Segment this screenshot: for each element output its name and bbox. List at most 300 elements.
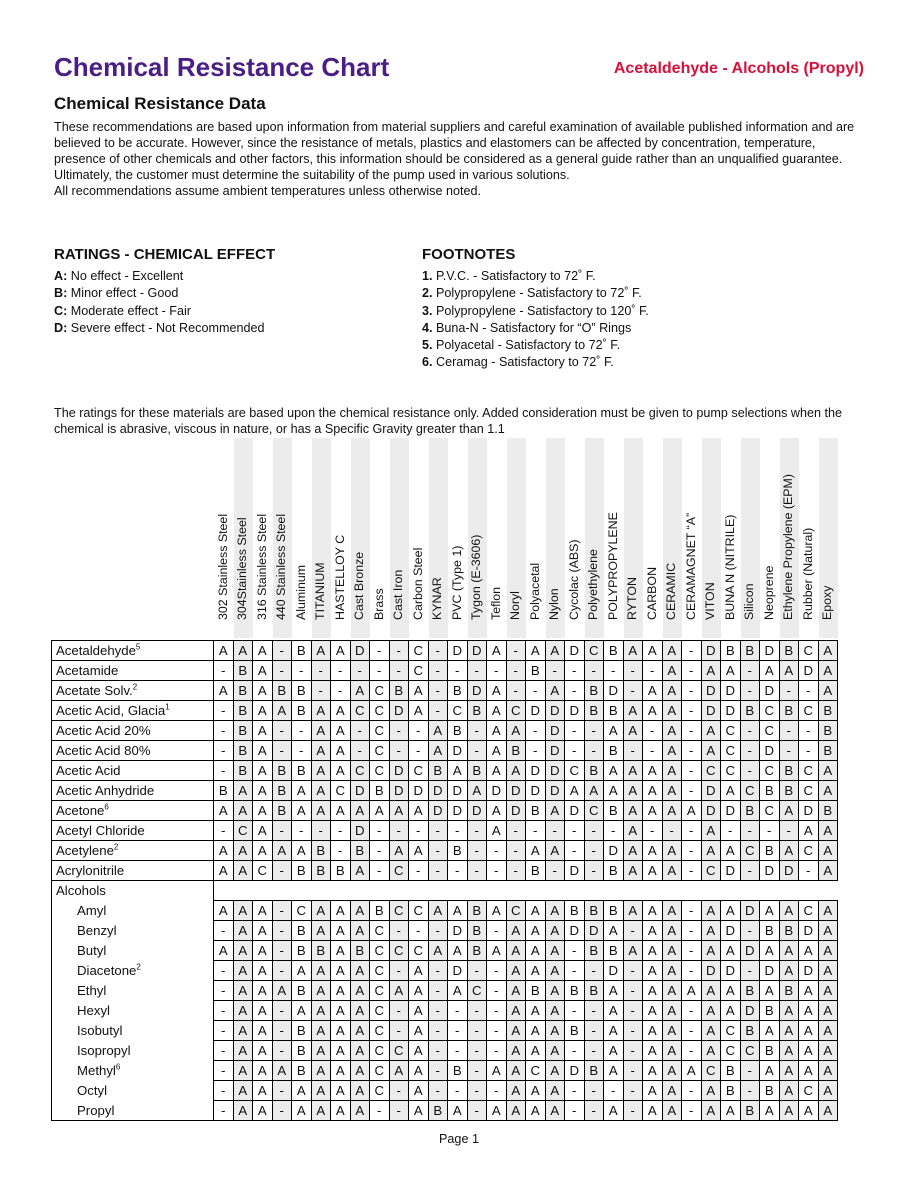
group-blank [214, 881, 838, 901]
rating-cell: B [292, 681, 312, 701]
rating-cell: C [701, 861, 721, 881]
rating-cell: A [760, 1101, 780, 1121]
rating-cell: A [604, 781, 624, 801]
rating-cell: C [370, 961, 390, 981]
intro-paragraph: These recommendations are based upon information from material suppliers and careful examination of available published information and are believed to be accurate. However, since the resistance of metals, plastics and elastomers can be affected by concentration, temperature, presence of other chemicals and other factors, this information should be considered as a general guide rather than an unqualified guarantee. Ultimately, the customer must determine the suitability of the pump used in various solutions. [54, 120, 855, 182]
rating-cell: - [448, 1081, 468, 1101]
rating-cell: A [448, 761, 468, 781]
rating-cell: A [253, 841, 273, 861]
footnote-ref: 6 [104, 802, 109, 812]
rating-cell: - [467, 861, 487, 881]
rating-cell: A [506, 961, 526, 981]
rating-cell: C [467, 981, 487, 1001]
table-row [52, 961, 838, 981]
rating-cell: D [760, 861, 780, 881]
rating-cell: A [487, 721, 507, 741]
rating-cell: - [214, 921, 234, 941]
rating-cell: - [331, 681, 351, 701]
rating-cell: A [214, 641, 234, 661]
rating-cell: B [740, 1021, 760, 1041]
rating-cell: A [233, 941, 253, 961]
rating-cell: A [253, 921, 273, 941]
rating-cell: A [526, 641, 546, 661]
rating-cell: - [623, 681, 643, 701]
rating-cell: A [604, 1041, 624, 1061]
chemical-label: Butyl [77, 943, 107, 958]
rating-cell: - [311, 681, 331, 701]
chemical-name [52, 1001, 214, 1021]
rating-cell: A [506, 761, 526, 781]
rating-cell: A [331, 741, 351, 761]
rating-cell: A [779, 901, 799, 921]
rating-cell: - [214, 1101, 234, 1121]
rating-cell: B [584, 901, 604, 921]
rating-cell: - [428, 1001, 448, 1021]
rating-cell: A [623, 781, 643, 801]
rating-cell: A [662, 701, 682, 721]
rating-cell: - [389, 821, 409, 841]
material-label: Polyacetal [527, 562, 542, 620]
material-label: Rubber (Natural) [800, 527, 815, 620]
rating-cell: A [253, 741, 273, 761]
rating-cell: B [779, 641, 799, 661]
rating-cell: A [779, 801, 799, 821]
rating-cell: A [272, 981, 292, 1001]
material-label: 304Stainless Steel [235, 517, 250, 620]
rating-cell: - [545, 861, 565, 881]
rating-cell: A [233, 1041, 253, 1061]
rating-cell: A [818, 661, 838, 681]
rating-cell: C [370, 921, 390, 941]
rating-cell: C [799, 641, 819, 661]
rating-cell: A [818, 641, 838, 661]
material-column-header [663, 438, 683, 638]
chemical-name [52, 1101, 214, 1121]
rating-cell: - [565, 661, 585, 681]
material-label: Tygon (E-3606) [469, 534, 484, 620]
rating-cell: B [721, 641, 741, 661]
rating-cell: A [467, 781, 487, 801]
rating-cell: A [233, 1001, 253, 1021]
rating-cell: A [448, 981, 468, 1001]
rating-cell: B [604, 741, 624, 761]
rating-cell: A [545, 1081, 565, 1101]
rating-cell: A [487, 681, 507, 701]
rating-cell: B [526, 981, 546, 1001]
rating-cell: A [799, 821, 819, 841]
rating-cell: A [662, 741, 682, 761]
chemical-label: Acetamide [56, 663, 119, 678]
chemical-label: Benzyl [77, 923, 117, 938]
rating-cell: A [311, 981, 331, 1001]
rating-cell: A [721, 901, 741, 921]
rating-cell: A [760, 941, 780, 961]
rating-cell: - [467, 721, 487, 741]
table-row [52, 1041, 838, 1061]
rating-cell: - [682, 921, 702, 941]
rating-cell: B [604, 641, 624, 661]
rating-cell: A [643, 1101, 663, 1121]
chemical-name [52, 641, 214, 661]
rating-cell: A [409, 841, 429, 861]
rating-cell: B [467, 761, 487, 781]
footnote-item [422, 320, 842, 337]
rating-cell: - [428, 1021, 448, 1041]
rating-cell: D [565, 1061, 585, 1081]
rating-cell: B [584, 981, 604, 1001]
rating-cell: A [331, 1041, 351, 1061]
rating-cell: A [292, 1001, 312, 1021]
rating-cell: A [662, 841, 682, 861]
rating-cell: A [721, 841, 741, 861]
rating-cell: A [487, 1101, 507, 1121]
rating-cell: A [643, 981, 663, 1001]
rating-cell: - [389, 1001, 409, 1021]
chemical-name [52, 981, 214, 1001]
rating-cell: A [662, 1041, 682, 1061]
rating-cell: D [701, 781, 721, 801]
rating-cell: B [565, 901, 585, 921]
rating-item [54, 303, 384, 320]
rating-cell: - [740, 821, 760, 841]
rating-cell: B [292, 941, 312, 961]
rating-cell: A [331, 1001, 351, 1021]
footnote-item [422, 354, 842, 371]
rating-cell: D [467, 801, 487, 821]
rating-text: Moderate effect - Fair [67, 303, 191, 318]
chemical-name [52, 721, 214, 741]
rating-cell: A [311, 641, 331, 661]
rating-cell: - [487, 661, 507, 681]
group-label: Alcohols [52, 881, 214, 901]
rating-cell: - [487, 1021, 507, 1041]
rating-cell: - [623, 1081, 643, 1101]
material-label: HASTELLOY C [332, 534, 347, 620]
chemical-name [52, 901, 214, 921]
rating-cell: - [584, 1001, 604, 1021]
rating-cell: A [701, 921, 721, 941]
material-label: Neoprene [761, 565, 776, 620]
rating-cell: A [643, 1021, 663, 1041]
rating-cell: A [721, 1001, 741, 1021]
rating-cell: A [428, 721, 448, 741]
rating-cell: A [311, 741, 331, 761]
rating-cell: - [331, 661, 351, 681]
rating-cell: B [740, 701, 760, 721]
rating-cell: A [545, 901, 565, 921]
rating-cell: - [682, 861, 702, 881]
chemical-label: Acetic Anhydride [56, 783, 155, 798]
rating-cell: - [272, 641, 292, 661]
chemical-label: Acetic Acid 80% [56, 743, 151, 758]
rating-cell: A [233, 801, 253, 821]
rating-cell: - [214, 741, 234, 761]
chemical-name [52, 1041, 214, 1061]
rating-cell: A [350, 801, 370, 821]
rating-cell: B [584, 761, 604, 781]
rating-cell: D [448, 781, 468, 801]
rating-cell: A [409, 1021, 429, 1041]
rating-cell: A [214, 901, 234, 921]
rating-cell: - [467, 1001, 487, 1021]
rating-cell: - [545, 661, 565, 681]
rating-cell: - [740, 741, 760, 761]
chemical-label: Acetaldehyde [56, 643, 136, 658]
rating-cell: - [740, 1061, 760, 1081]
rating-cell: A [662, 681, 682, 701]
rating-cell: A [701, 1001, 721, 1021]
rating-cell: A [409, 961, 429, 981]
rating-cell: C [701, 761, 721, 781]
rating-cell: D [448, 641, 468, 661]
rating-cell: D [350, 781, 370, 801]
rating-cell: - [584, 821, 604, 841]
rating-cell: - [584, 861, 604, 881]
rating-cell: - [467, 1021, 487, 1041]
rating-cell: - [467, 661, 487, 681]
rating-cell: - [428, 701, 448, 721]
rating-cell: A [643, 1001, 663, 1021]
rating-cell: A [350, 961, 370, 981]
rating-cell: - [292, 821, 312, 841]
rating-cell: B [467, 921, 487, 941]
material-column-header [507, 438, 527, 638]
rating-cell: - [682, 821, 702, 841]
rating-cell: - [565, 841, 585, 861]
rating-cell: - [272, 1021, 292, 1041]
rating-cell: - [506, 841, 526, 861]
footnote-ref: 5 [135, 642, 141, 652]
rating-cell: B [233, 741, 253, 761]
rating-cell: A [662, 981, 682, 1001]
rating-cell: - [506, 661, 526, 681]
rating-cell: C [370, 721, 390, 741]
rating-cell: A [662, 1021, 682, 1041]
rating-item [54, 320, 384, 337]
rating-cell: A [292, 781, 312, 801]
rating-cell: A [253, 801, 273, 821]
rating-cell: A [701, 981, 721, 1001]
material-label: 302 Stainless Steel [215, 513, 230, 620]
material-column-header [468, 438, 488, 638]
rating-cell: D [506, 801, 526, 821]
rating-cell: B [604, 701, 624, 721]
rating-cell: - [409, 821, 429, 841]
rating-cell: A [682, 801, 702, 821]
rating-cell: - [370, 661, 390, 681]
chemical-name [52, 1021, 214, 1041]
rating-cell: D [604, 961, 624, 981]
rating-cell: A [253, 1101, 273, 1121]
material-column-header [643, 438, 663, 638]
rating-cell: - [565, 961, 585, 981]
rating-cell: B [779, 701, 799, 721]
rating-cell: A [311, 801, 331, 821]
rating-cell: A [643, 641, 663, 661]
footnote-text: P.V.C. - Satisfactory to 72˚ F. [432, 269, 596, 283]
rating-cell: A [506, 1001, 526, 1021]
rating-cell: - [428, 861, 448, 881]
rating-cell: A [721, 941, 741, 961]
rating-cell: A [682, 981, 702, 1001]
rating-cell: A [643, 1081, 663, 1101]
rating-cell: A [350, 681, 370, 701]
material-column-header [799, 438, 819, 638]
rating-cell: A [409, 801, 429, 821]
chemical-label: Isobutyl [77, 1023, 123, 1038]
rating-cell: - [682, 681, 702, 701]
rating-cell: - [370, 641, 390, 661]
rating-cell: - [584, 1041, 604, 1061]
rating-cell: - [428, 641, 448, 661]
rating-cell: B [565, 1021, 585, 1041]
rating-cell: D [565, 921, 585, 941]
rating-cell: - [779, 821, 799, 841]
rating-cell: - [721, 821, 741, 841]
material-column-header [546, 438, 566, 638]
table-row [52, 981, 838, 1001]
rating-cell: - [643, 661, 663, 681]
rating-cell: A [818, 841, 838, 861]
rating-cell: B [350, 841, 370, 861]
material-column-header [780, 438, 800, 638]
rating-cell: D [701, 641, 721, 661]
chemical-name [52, 681, 214, 701]
rating-cell: A [292, 801, 312, 821]
data-section-heading: Chemical Resistance Data [54, 94, 266, 113]
rating-cell: C [740, 1041, 760, 1061]
rating-cell: A [506, 1081, 526, 1101]
rating-cell: - [448, 1041, 468, 1061]
rating-cell: - [487, 841, 507, 861]
rating-cell: A [545, 1041, 565, 1061]
rating-cell: A [253, 781, 273, 801]
rating-cell: B [428, 761, 448, 781]
rating-cell: D [604, 681, 624, 701]
rating-cell: A [292, 1081, 312, 1101]
rating-cell: B [818, 701, 838, 721]
rating-cell: - [526, 681, 546, 701]
rating-cell: - [584, 841, 604, 861]
rating-cell: A [311, 701, 331, 721]
rating-cell: A [721, 781, 741, 801]
rating-cell: - [760, 821, 780, 841]
rating-cell: - [682, 1041, 702, 1061]
rating-cell: C [760, 721, 780, 741]
rating-cell: C [760, 701, 780, 721]
material-label: POLYPROPYLENE [605, 512, 620, 620]
rating-cell: B [760, 781, 780, 801]
rating-cell: A [604, 981, 624, 1001]
footnote-text: Buna-N - Satisfactory for “O” Rings [432, 320, 632, 335]
rating-cell: B [292, 981, 312, 1001]
rating-cell: A [311, 961, 331, 981]
rating-cell: D [721, 961, 741, 981]
rating-cell: A [311, 1041, 331, 1061]
rating-cell: B [565, 981, 585, 1001]
rating-cell: C [253, 861, 273, 881]
material-label: Cast Bronze [352, 551, 367, 620]
rating-text: Severe effect - Not Recommended [67, 320, 265, 335]
rating-cell: - [389, 921, 409, 941]
rating-cell: A [779, 1001, 799, 1021]
table-row [52, 781, 838, 801]
rating-cell: A [311, 721, 331, 741]
rating-cell: - [487, 921, 507, 941]
rating-cell: - [682, 901, 702, 921]
ratings-heading: RATINGS - CHEMICAL EFFECT [54, 246, 276, 263]
table-row [52, 921, 838, 941]
rating-cell: - [428, 981, 448, 1001]
rating-cell: A [643, 761, 663, 781]
rating-cell: A [487, 801, 507, 821]
rating-cell: - [331, 841, 351, 861]
footnote-key: 2. [422, 286, 433, 301]
rating-cell: - [740, 681, 760, 701]
rating-cell: B [604, 941, 624, 961]
rating-cell: B [370, 901, 390, 921]
rating-cell: - [584, 1081, 604, 1101]
rating-cell: B [233, 701, 253, 721]
rating-cell: A [350, 1061, 370, 1081]
chemical-name [52, 801, 214, 821]
rating-cell: A [643, 701, 663, 721]
rating-cell: - [623, 921, 643, 941]
rating-cell: - [506, 641, 526, 661]
rating-cell: - [565, 741, 585, 761]
rating-cell: B [272, 801, 292, 821]
rating-cell: C [292, 901, 312, 921]
rating-cell: A [409, 701, 429, 721]
rating-cell: A [272, 841, 292, 861]
rating-cell: - [604, 661, 624, 681]
rating-cell: D [740, 941, 760, 961]
rating-cell: D [760, 681, 780, 701]
rating-cell: A [701, 721, 721, 741]
rating-cell: C [370, 941, 390, 961]
rating-cell: B [233, 761, 253, 781]
rating-cell: A [331, 1021, 351, 1041]
rating-cell: - [214, 1041, 234, 1061]
rating-cell: - [467, 961, 487, 981]
rating-cell: - [428, 841, 448, 861]
rating-cell: A [487, 701, 507, 721]
rating-cell: - [389, 1101, 409, 1121]
rating-cell: - [799, 741, 819, 761]
rating-cell: A [350, 1081, 370, 1101]
rating-cell: A [623, 941, 643, 961]
rating-cell: B [272, 761, 292, 781]
rating-cell: - [526, 741, 546, 761]
rating-cell: - [643, 721, 663, 741]
rating-cell: - [604, 821, 624, 841]
rating-cell: D [409, 781, 429, 801]
rating-cell: A [818, 781, 838, 801]
rating-cell: - [487, 1081, 507, 1101]
rating-cell: C [370, 761, 390, 781]
material-column-header [819, 438, 839, 638]
rating-cell: - [428, 661, 448, 681]
chemical-label: Acetyl Chloride [56, 823, 145, 838]
rating-cell: A [350, 1021, 370, 1041]
rating-cell: D [545, 741, 565, 761]
rating-cell: A [526, 921, 546, 941]
rating-cell: A [506, 981, 526, 1001]
rating-cell: A [487, 1061, 507, 1081]
chemical-label: Acetic Acid 20% [56, 723, 151, 738]
group-row-alcohols [52, 881, 838, 901]
rating-cell: B [818, 721, 838, 741]
